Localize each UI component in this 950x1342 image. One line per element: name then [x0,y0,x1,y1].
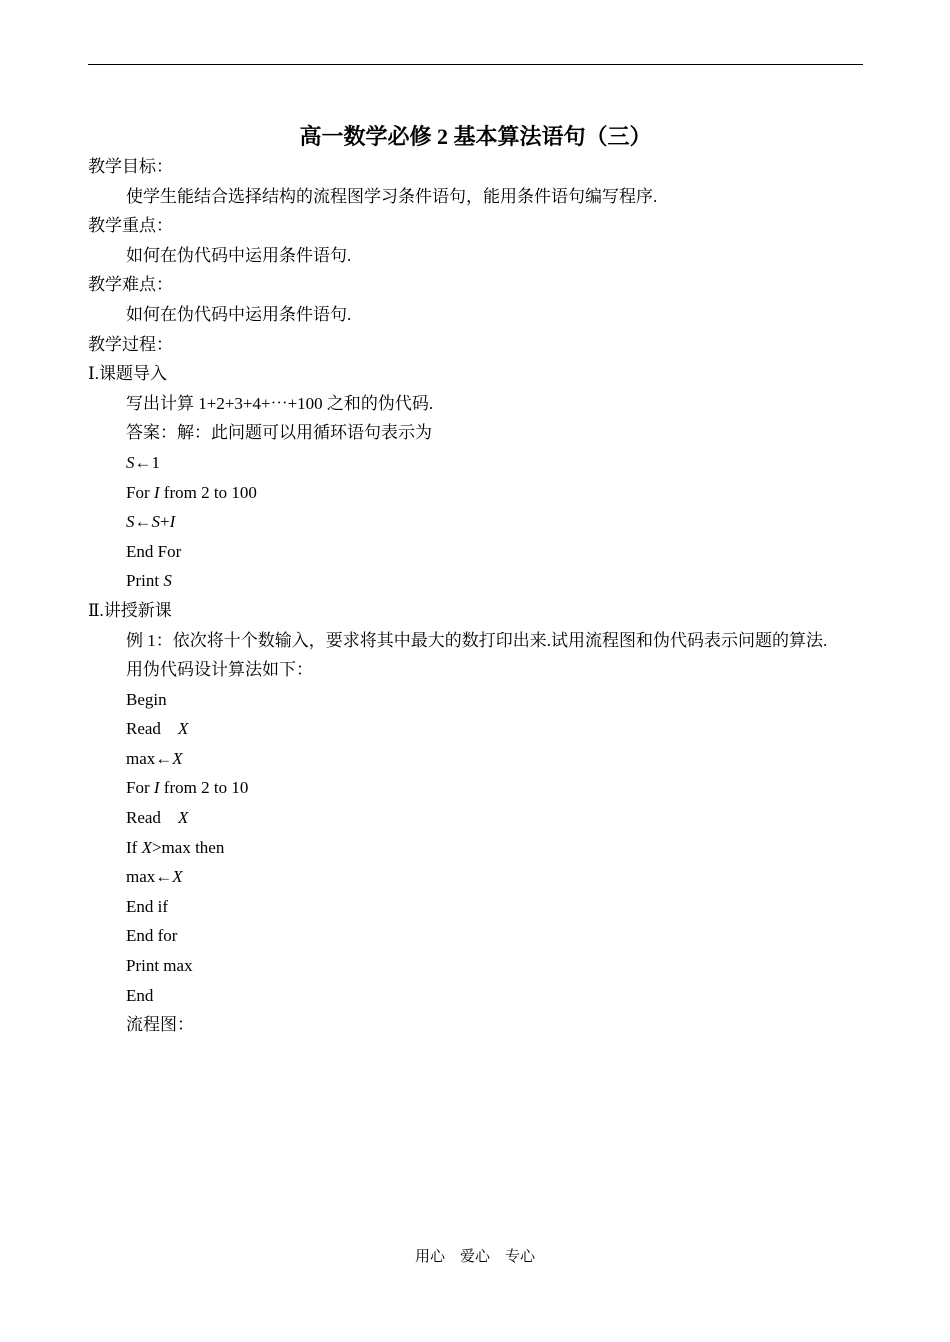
body-line: S←S+I [126,512,176,532]
body-line: If X>max then [126,837,225,857]
body-line: Ⅱ.讲授新课 [88,600,172,620]
body-line: End for [126,926,178,946]
body-line: 教学重点： [88,216,173,236]
body-line: End [126,985,154,1005]
body-line: Print S [126,571,172,591]
body-line: For I from 2 to 100 [126,482,257,502]
body-line: Read X [126,808,189,828]
body-line: For I from 2 to 10 [126,778,249,798]
body-line: End if [126,896,169,916]
page-footer: 用心 爱心 专心 [414,1249,535,1265]
body-line: S←1 [126,452,160,472]
body-line: Ⅰ.课题导入 [88,364,167,384]
body-line: End For [126,541,182,561]
body-line: Begin [126,689,167,709]
document-body [88,152,863,1040]
body-line: Print max [126,956,193,976]
body-line: 使学生能结合选择结构的流程图学习条件语句，能用条件语句编写程序. [126,186,658,206]
body-line: 流程图： [126,1015,194,1035]
body-line: 例 1：依次将十个数输入，要求将其中最大的数打印出来.试用流程图和伪代码表示问题的算法. [126,630,828,650]
document-title: 高一数学必修 2 基本算法语句（三） [299,124,652,149]
body-line: 答案：解：此问题可以用循环语句表示为 [126,423,432,443]
body-line: 教学过程： [88,334,173,354]
body-line: 如何在伪代码中运用条件语句. [126,245,352,265]
header-rule [88,64,863,65]
body-line: Read X [126,719,189,739]
body-line: max←X [126,867,183,887]
body-line: 用伪代码设计算法如下： [126,660,313,680]
body-line: 如何在伪代码中运用条件语句. [126,304,352,324]
body-line: 写出计算 1+2+3+4+⋯+100 之和的伪代码. [126,393,434,413]
body-line: 教学目标： [88,157,173,176]
body-line: max←X [126,748,183,768]
body-line: 教学难点： [88,275,173,295]
